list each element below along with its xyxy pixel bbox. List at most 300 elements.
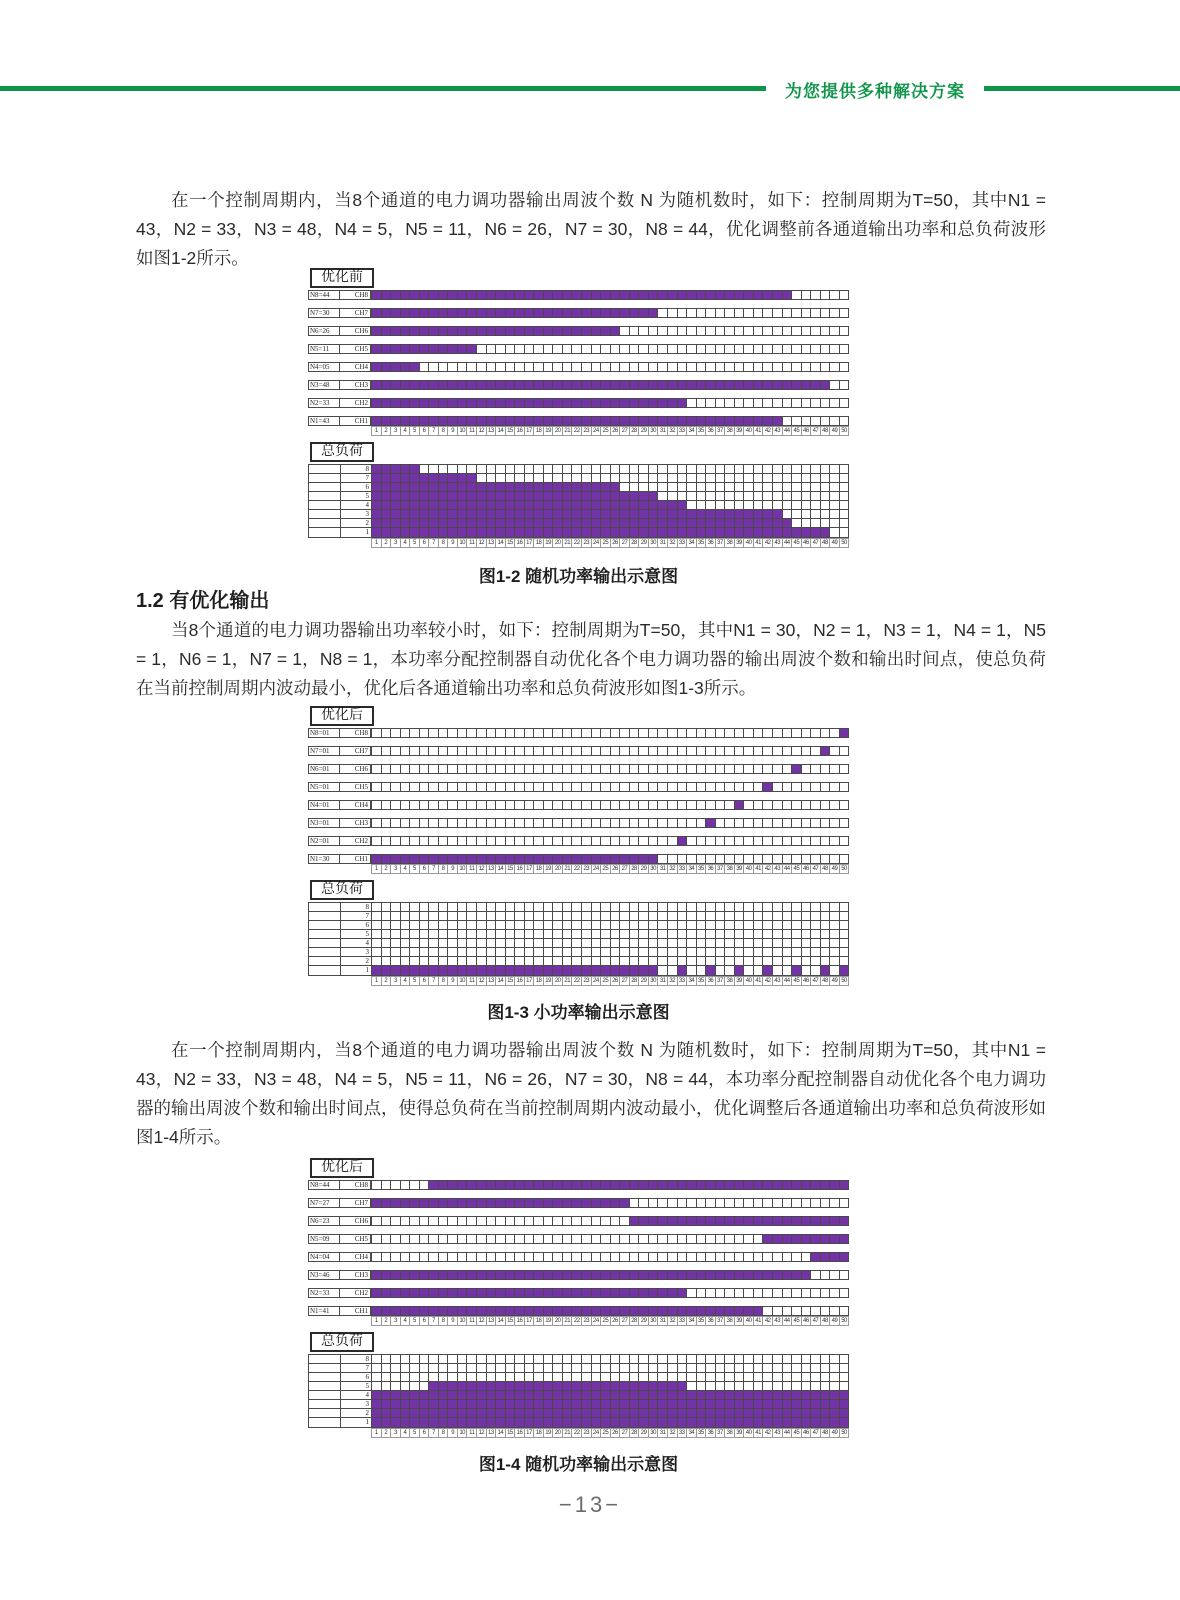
load-cell [391, 1391, 401, 1399]
load-cell [458, 1355, 468, 1363]
cycle-cell [410, 1199, 420, 1207]
cycle-cell [620, 729, 630, 737]
cycle-cell [763, 765, 773, 773]
cycle-cell [592, 1253, 602, 1261]
cycle-cell [630, 747, 640, 755]
cycle-cell [773, 801, 783, 809]
cycle-cell [534, 765, 544, 773]
cycle-cell [534, 417, 544, 425]
cycle-cell [811, 363, 821, 371]
time-axis-tick: 2 [382, 427, 392, 435]
cycle-cell [792, 819, 802, 827]
load-cell [630, 501, 640, 509]
load-cell [802, 528, 812, 537]
cycle-cell [525, 363, 535, 371]
cycle-cell [735, 765, 745, 773]
load-cell [763, 519, 773, 527]
cycle-cell [582, 1253, 592, 1261]
load-cell [611, 474, 621, 482]
time-axis-tick: 29 [639, 539, 649, 547]
load-cell [706, 948, 716, 956]
channel-row [308, 308, 849, 318]
load-level-tick: 7 [341, 912, 372, 920]
load-cell [611, 492, 621, 500]
load-cell [506, 1409, 516, 1417]
load-cell [525, 510, 535, 518]
load-cell [811, 1418, 821, 1427]
cycle-cell [391, 1199, 401, 1207]
cycle-cell [773, 363, 783, 371]
load-cell [639, 519, 649, 527]
time-axis-tick: 14 [496, 865, 506, 873]
load-cell [582, 930, 592, 938]
load-cell [811, 1382, 821, 1390]
load-cell [735, 1382, 745, 1390]
load-cell [592, 1400, 602, 1408]
time-axis-tick: 33 [678, 539, 688, 547]
cycle-cell [830, 363, 840, 371]
load-cell [515, 948, 525, 956]
cycle-cell [802, 399, 812, 407]
time-axis-tick: 38 [725, 539, 735, 547]
cycle-cell [401, 819, 411, 827]
cycle-cell [439, 309, 449, 317]
load-cell [439, 1391, 449, 1399]
load-level-tick: 7 [341, 1364, 372, 1372]
time-axis-tick: 20 [553, 977, 563, 985]
load-cell [506, 1391, 516, 1399]
load-cell [563, 1418, 573, 1427]
load-cell [620, 1373, 630, 1381]
cycle-cell [658, 363, 668, 371]
load-cell [420, 1364, 430, 1372]
load-cell [840, 921, 849, 929]
load-cell [563, 939, 573, 947]
time-axis-tick: 35 [697, 1429, 707, 1437]
cycle-cell [783, 309, 793, 317]
load-cell [697, 1409, 707, 1417]
cycle-cell [553, 291, 563, 299]
cycle-cell [802, 729, 812, 737]
cycle-cell [448, 1181, 458, 1189]
cycle-cell [811, 417, 821, 425]
load-cycle-strip [372, 492, 848, 500]
cycle-cell [763, 1235, 773, 1243]
cycle-cell [697, 1235, 707, 1243]
cycle-cell [458, 363, 468, 371]
time-axis-tick: 26 [611, 427, 621, 435]
load-cell [830, 1418, 840, 1427]
load-level-tick: 3 [341, 1400, 372, 1408]
time-axis-tick: 49 [830, 1429, 840, 1437]
cycle-cell [582, 1289, 592, 1297]
load-cell [601, 903, 611, 911]
cycle-cell [802, 837, 812, 845]
load-cell [763, 465, 773, 473]
load-cell [611, 1391, 621, 1399]
load-cell [735, 957, 745, 965]
cycle-cell [687, 327, 697, 335]
load-cell [553, 939, 563, 947]
load-cell [783, 519, 793, 527]
cycle-cell [611, 783, 621, 791]
time-axis-tick: 6 [420, 1429, 430, 1437]
cycle-cell [773, 837, 783, 845]
cycle-cell [830, 1307, 840, 1315]
time-axis-tick: 38 [725, 1429, 735, 1437]
time-axis-tick: 29 [639, 1429, 649, 1437]
cycle-cell [410, 1271, 420, 1279]
time-axis-tick: 46 [802, 977, 812, 985]
load-cell [639, 1373, 649, 1381]
load-cell [496, 1409, 506, 1417]
load-level-row [309, 1409, 848, 1418]
load-cell [706, 930, 716, 938]
section-heading: 1.2 有优化输出 [136, 590, 270, 612]
channel-row [308, 836, 849, 846]
cycle-cell [678, 1253, 688, 1261]
time-axis-tick: 27 [620, 977, 630, 985]
cycle-cell [706, 1217, 716, 1225]
load-cell [735, 528, 745, 537]
time-axis-tick: 49 [830, 865, 840, 873]
cycle-cell [678, 819, 688, 827]
load-cell [496, 957, 506, 965]
load-cell [477, 528, 487, 537]
time-axis-tick: 3 [391, 427, 401, 435]
load-cell [506, 510, 516, 518]
load-cell [496, 1382, 506, 1390]
cycle-cell [572, 855, 582, 863]
cycle-cell [572, 1271, 582, 1279]
load-cell [601, 1355, 611, 1363]
load-cell [467, 939, 477, 947]
cycle-cell [792, 837, 802, 845]
cycle-cell [525, 747, 535, 755]
cycle-cell [716, 1307, 726, 1315]
cycle-cell [630, 327, 640, 335]
cycle-cell [706, 747, 716, 755]
cycle-cell [668, 729, 678, 737]
load-cell [534, 528, 544, 537]
load-cell [553, 1373, 563, 1381]
load-cell [783, 1382, 793, 1390]
cycle-cell [611, 801, 621, 809]
load-cell [401, 912, 411, 920]
time-axis-tick: 34 [687, 539, 697, 547]
cycle-cell [821, 399, 831, 407]
load-cell [563, 957, 573, 965]
time-axis-tick: 17 [525, 539, 535, 547]
cycle-cell [811, 1307, 821, 1315]
cycle-cell [487, 309, 497, 317]
cycle-cell [496, 1307, 506, 1315]
load-cell [830, 912, 840, 920]
cycle-cell [706, 729, 716, 737]
paragraph-random-before-optimization: 在一个控制周期内，当8个通道的电力调功器输出周波个数 N 为随机数时，如下：控制周期为T=50，其中N1 = 43，N2 = 33，N3 = 48，N4 = 5，N5 = 11，N6 = 26，N7 = 30，N8 = 44，优化调整前各通道输出功率和总负荷波形如图1-2所示。 [136, 190, 1046, 268]
cycle-cell [448, 417, 458, 425]
load-cell [830, 474, 840, 482]
load-cell [572, 465, 582, 473]
load-level-row [309, 966, 848, 975]
cycle-cell [744, 345, 754, 353]
cycle-cell [496, 765, 506, 773]
channel-cycle-strip [371, 818, 849, 828]
load-label-spacer [309, 1355, 341, 1363]
load-cell [630, 1391, 640, 1399]
load-cell [821, 939, 831, 947]
load-cell [572, 930, 582, 938]
cycle-cell [506, 309, 516, 317]
cycle-cell [754, 309, 764, 317]
load-cell [792, 1409, 802, 1417]
cycle-cell [830, 381, 840, 389]
load-cell [601, 474, 611, 482]
cycle-cell [725, 855, 735, 863]
load-cell [620, 483, 630, 491]
load-cell [706, 957, 716, 965]
cycle-cell [716, 345, 726, 353]
load-cell [811, 465, 821, 473]
cycle-cell [649, 729, 659, 737]
load-cell [401, 465, 411, 473]
load-cell [496, 1391, 506, 1399]
time-axis-tick: 25 [601, 427, 611, 435]
time-axis-tick: 33 [678, 1317, 688, 1325]
load-cell [477, 1391, 487, 1399]
cycle-cell [830, 399, 840, 407]
time-axis-tick: 47 [811, 1429, 821, 1437]
time-axis-tick: 7 [429, 539, 439, 547]
cycle-cell [620, 1289, 630, 1297]
load-cell [487, 519, 497, 527]
cycle-cell [611, 837, 621, 845]
load-cell [840, 501, 849, 509]
load-cell [401, 492, 411, 500]
cycle-cell [687, 1253, 697, 1261]
cycle-cell [544, 1217, 554, 1225]
cycle-cell [687, 855, 697, 863]
load-cell [506, 528, 516, 537]
cycle-cell [506, 1235, 516, 1243]
load-cell [401, 1418, 411, 1427]
load-cell [429, 939, 439, 947]
cycle-cell [668, 1271, 678, 1279]
load-cell [382, 921, 392, 929]
cycle-cell [687, 1307, 697, 1315]
cycle-cell [534, 801, 544, 809]
cycle-cell [544, 855, 554, 863]
cycle-cell [783, 1289, 793, 1297]
cycle-cell [649, 1289, 659, 1297]
cycle-cell [773, 1235, 783, 1243]
cycle-cell [744, 1199, 754, 1207]
load-cell [439, 921, 449, 929]
load-cell [620, 1409, 630, 1417]
cycle-cell [697, 345, 707, 353]
load-cell [487, 510, 497, 518]
channel-row [308, 1198, 849, 1208]
load-cell [401, 1373, 411, 1381]
load-cell [725, 948, 735, 956]
load-cycle-strip [372, 966, 848, 975]
load-level-row [309, 1355, 848, 1364]
load-cell [401, 948, 411, 956]
load-cell [382, 483, 392, 491]
cycle-cell [391, 363, 401, 371]
load-label-spacer [309, 1400, 341, 1408]
cycle-cell [821, 363, 831, 371]
cycle-cell [773, 747, 783, 755]
time-axis-tick: 11 [467, 1429, 477, 1437]
cycle-cell [678, 363, 688, 371]
time-axis-tick: 36 [706, 427, 716, 435]
load-cell [716, 1391, 726, 1399]
channel-ch-label: CH3 [340, 1270, 371, 1280]
channel-ch-label: CH8 [340, 1180, 371, 1190]
load-cell [382, 948, 392, 956]
load-cell [563, 903, 573, 911]
load-cell [429, 921, 439, 929]
load-cell [830, 465, 840, 473]
load-cell [830, 501, 840, 509]
cycle-cell [477, 327, 487, 335]
channel-ch-label: CH4 [340, 800, 371, 810]
cycle-cell [534, 1289, 544, 1297]
cycle-cell [639, 747, 649, 755]
load-cell [697, 921, 707, 929]
channel-row [308, 1288, 849, 1298]
load-cell [439, 492, 449, 500]
cycle-cell [735, 363, 745, 371]
cycle-cell [448, 729, 458, 737]
channel-ch-label: CH8 [340, 728, 371, 738]
cycle-cell [592, 837, 602, 845]
load-cell [525, 501, 535, 509]
cycle-cell [601, 837, 611, 845]
load-cell [611, 1355, 621, 1363]
load-cell [649, 465, 659, 473]
time-axis-tick: 20 [553, 1429, 563, 1437]
cycle-cell [735, 747, 745, 755]
time-axis-tick: 23 [582, 865, 592, 873]
load-cell [448, 957, 458, 965]
cycle-cell [620, 291, 630, 299]
cycle-cell [783, 1271, 793, 1279]
cycle-cell [534, 837, 544, 845]
cycle-cell [401, 1271, 411, 1279]
load-level-row [309, 912, 848, 921]
cycle-cell [439, 1217, 449, 1225]
cycle-cell [582, 801, 592, 809]
cycle-cell [687, 837, 697, 845]
load-cell [420, 930, 430, 938]
load-cell [572, 957, 582, 965]
cycle-cell [763, 1271, 773, 1279]
cycle-cell [649, 1181, 659, 1189]
load-cell [448, 1391, 458, 1399]
cycle-cell [840, 729, 849, 737]
time-axis-tick: 28 [630, 427, 640, 435]
load-cell [382, 1355, 392, 1363]
load-cell [792, 1400, 802, 1408]
load-cell [401, 1391, 411, 1399]
load-cell [840, 474, 849, 482]
cycle-cell [668, 747, 678, 755]
load-cell [668, 465, 678, 473]
load-cell [639, 1409, 649, 1417]
load-cell [391, 465, 401, 473]
cycle-cell [611, 291, 621, 299]
time-axis-tick: 7 [429, 865, 439, 873]
load-cell [458, 483, 468, 491]
load-cell [420, 519, 430, 527]
cycle-cell [448, 291, 458, 299]
load-cell [630, 957, 640, 965]
cycle-cell [506, 363, 516, 371]
cycle-cell [706, 855, 716, 863]
load-cell [668, 1382, 678, 1390]
cycle-cell [439, 327, 449, 335]
time-axis-tick: 17 [525, 977, 535, 985]
cycle-cell [420, 309, 430, 317]
load-cycle-strip [372, 939, 848, 947]
cycle-cell [572, 747, 582, 755]
load-cell [458, 939, 468, 947]
cycle-cell [515, 1235, 525, 1243]
load-cell [611, 510, 621, 518]
cycle-cell [553, 1253, 563, 1261]
cycle-cell [811, 1199, 821, 1207]
cycle-cell [448, 837, 458, 845]
load-cell [735, 1418, 745, 1427]
load-cell [553, 501, 563, 509]
cycle-cell [630, 1271, 640, 1279]
cycle-cell [716, 1199, 726, 1207]
cycle-cell [840, 327, 849, 335]
cycle-cell [439, 1271, 449, 1279]
cycle-cell [687, 291, 697, 299]
cycle-cell [802, 765, 812, 773]
cycle-cell [620, 381, 630, 389]
load-cell [744, 957, 754, 965]
load-cell [697, 492, 707, 500]
time-axis-tick: 35 [697, 977, 707, 985]
time-axis-tick: 2 [382, 1317, 392, 1325]
cycle-cell [773, 1181, 783, 1189]
time-axis-tick: 3 [391, 1429, 401, 1437]
load-cell [401, 1355, 411, 1363]
cycle-cell [649, 1271, 659, 1279]
cycle-cell [630, 837, 640, 845]
cycle-cell [372, 1181, 382, 1189]
load-cell [515, 1400, 525, 1408]
load-cell [649, 966, 659, 975]
load-cell [410, 519, 420, 527]
load-cell [658, 474, 668, 482]
load-cell [372, 1400, 382, 1408]
cycle-cell [802, 801, 812, 809]
load-level-tick: 2 [341, 1409, 372, 1417]
cycle-cell [420, 855, 430, 863]
cycle-cell [811, 1217, 821, 1225]
channel-cycle-strip [371, 326, 849, 336]
cycle-cell [687, 783, 697, 791]
cycle-cell [496, 1181, 506, 1189]
cycle-cell [429, 837, 439, 845]
cycle-cell [763, 345, 773, 353]
time-axis-tick: 41 [754, 427, 764, 435]
